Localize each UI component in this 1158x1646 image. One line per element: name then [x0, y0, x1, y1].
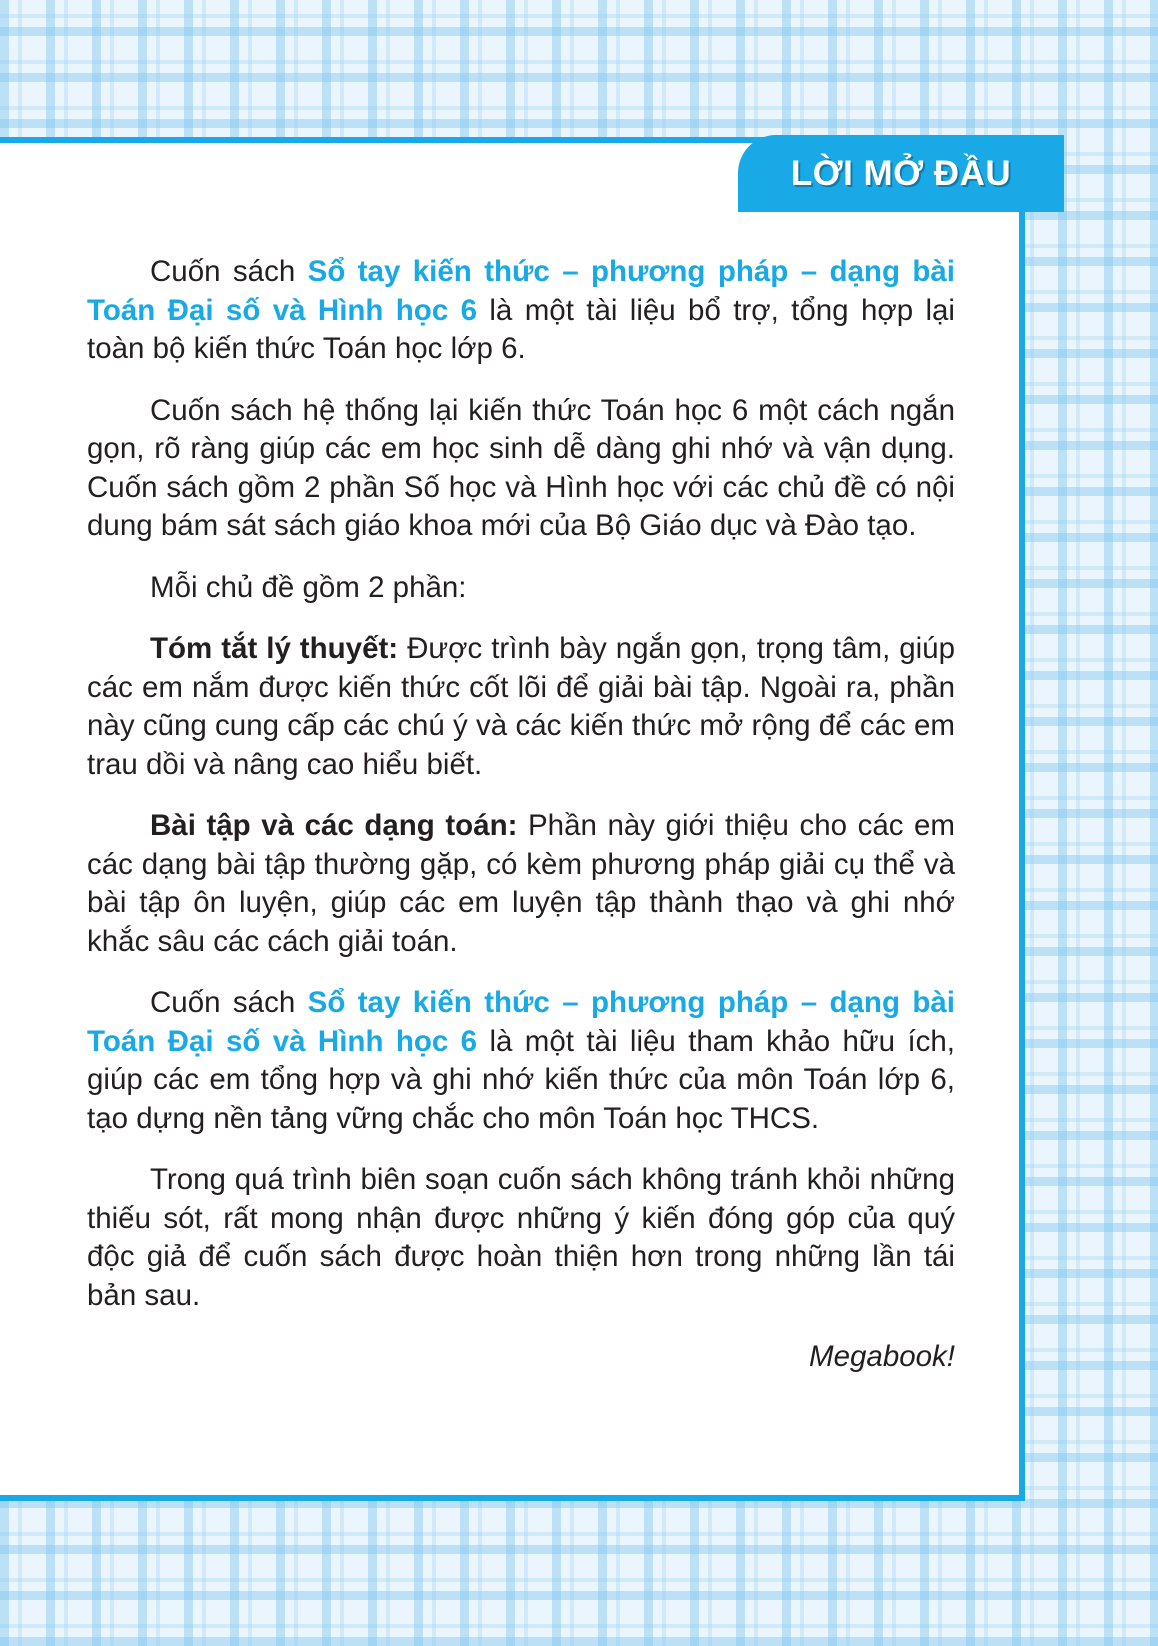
paragraph-1-lead: Cuốn sách: [150, 255, 308, 288]
theory-summary-label: Tóm tắt lý thuyết:: [150, 632, 399, 665]
theory-summary-text: Được trình bày ngắn gọn, trọng tâm, giúp các em nắm được kiến thức cốt lõi để giải bài tập. Ngoài ra, phần này cũng cung cấp các chú ý và các kiến thức mở rộng để các em trau dồi và nâng cao hiểu biết.: [87, 632, 955, 781]
book-title-highlight: Sổ tay kiến thức – phương pháp – dạng bài Toán Đại số và Hình học 6: [87, 255, 955, 327]
preface-body: [87, 253, 955, 1400]
exercises-label: Bài tập và các dạng toán:: [150, 809, 518, 842]
exercises-text: Phần này giới thiệu cho các em các dạng bài tập thường gặp, có kèm phương pháp giải cụ thể và bài tập ôn luyện, giúp các em luyện tập thành thạo và ghi nhớ khắc sâu các cách giải toán.: [87, 809, 955, 958]
paragraph-3: Mỗi chủ đề gồm 2 phần:: [150, 570, 467, 604]
paragraph-1: [87, 253, 955, 369]
page-title: LỜI MỞ ĐẦU: [790, 153, 1012, 193]
paragraph-4: [87, 630, 955, 784]
paragraph-5: [87, 807, 955, 961]
paragraph-2: Cuốn sách hệ thống lại kiến thức Toán học 6 một cách ngắn gọn, rõ ràng giúp các em học sinh dễ dàng ghi nhớ và vận dụng. Cuốn sách gồm 2 phần Số học và Hình học với các chủ đề có nội dung bám sát sách giáo khoa mới của Bộ Giáo dục và Đào tạo.: [87, 393, 955, 542]
paragraph-6-rest: là một tài liệu tham khảo hữu ích, giúp các em tổng hợp và ghi nhớ kiến thức của môn Toán lớp 6, tạo dựng nền tảng vững chắc cho môn Toán học THCS.: [87, 1024, 955, 1135]
paragraph-7: Trong quá trình biên soạn cuốn sách không tránh khỏi những thiếu sót, rất mong nhận được những ý kiến đóng góp của quý độc giả để cuốn sách được hoàn thiện hơn trong những lần tái bản sau.: [87, 1163, 955, 1312]
signature: Megabook!: [809, 1340, 955, 1373]
paragraph-6: [87, 984, 955, 1138]
paragraph-6-lead: Cuốn sách: [150, 986, 308, 1019]
book-title-highlight-2: Sổ tay kiến thức – phương pháp – dạng bài Toán Đại số và Hình học 6: [87, 986, 955, 1058]
paragraph-1-rest: là một tài liệu bổ trợ, tổng hợp lại toàn bộ kiến thức Toán học lớp 6.: [87, 293, 955, 365]
title-tab: [738, 135, 1064, 212]
